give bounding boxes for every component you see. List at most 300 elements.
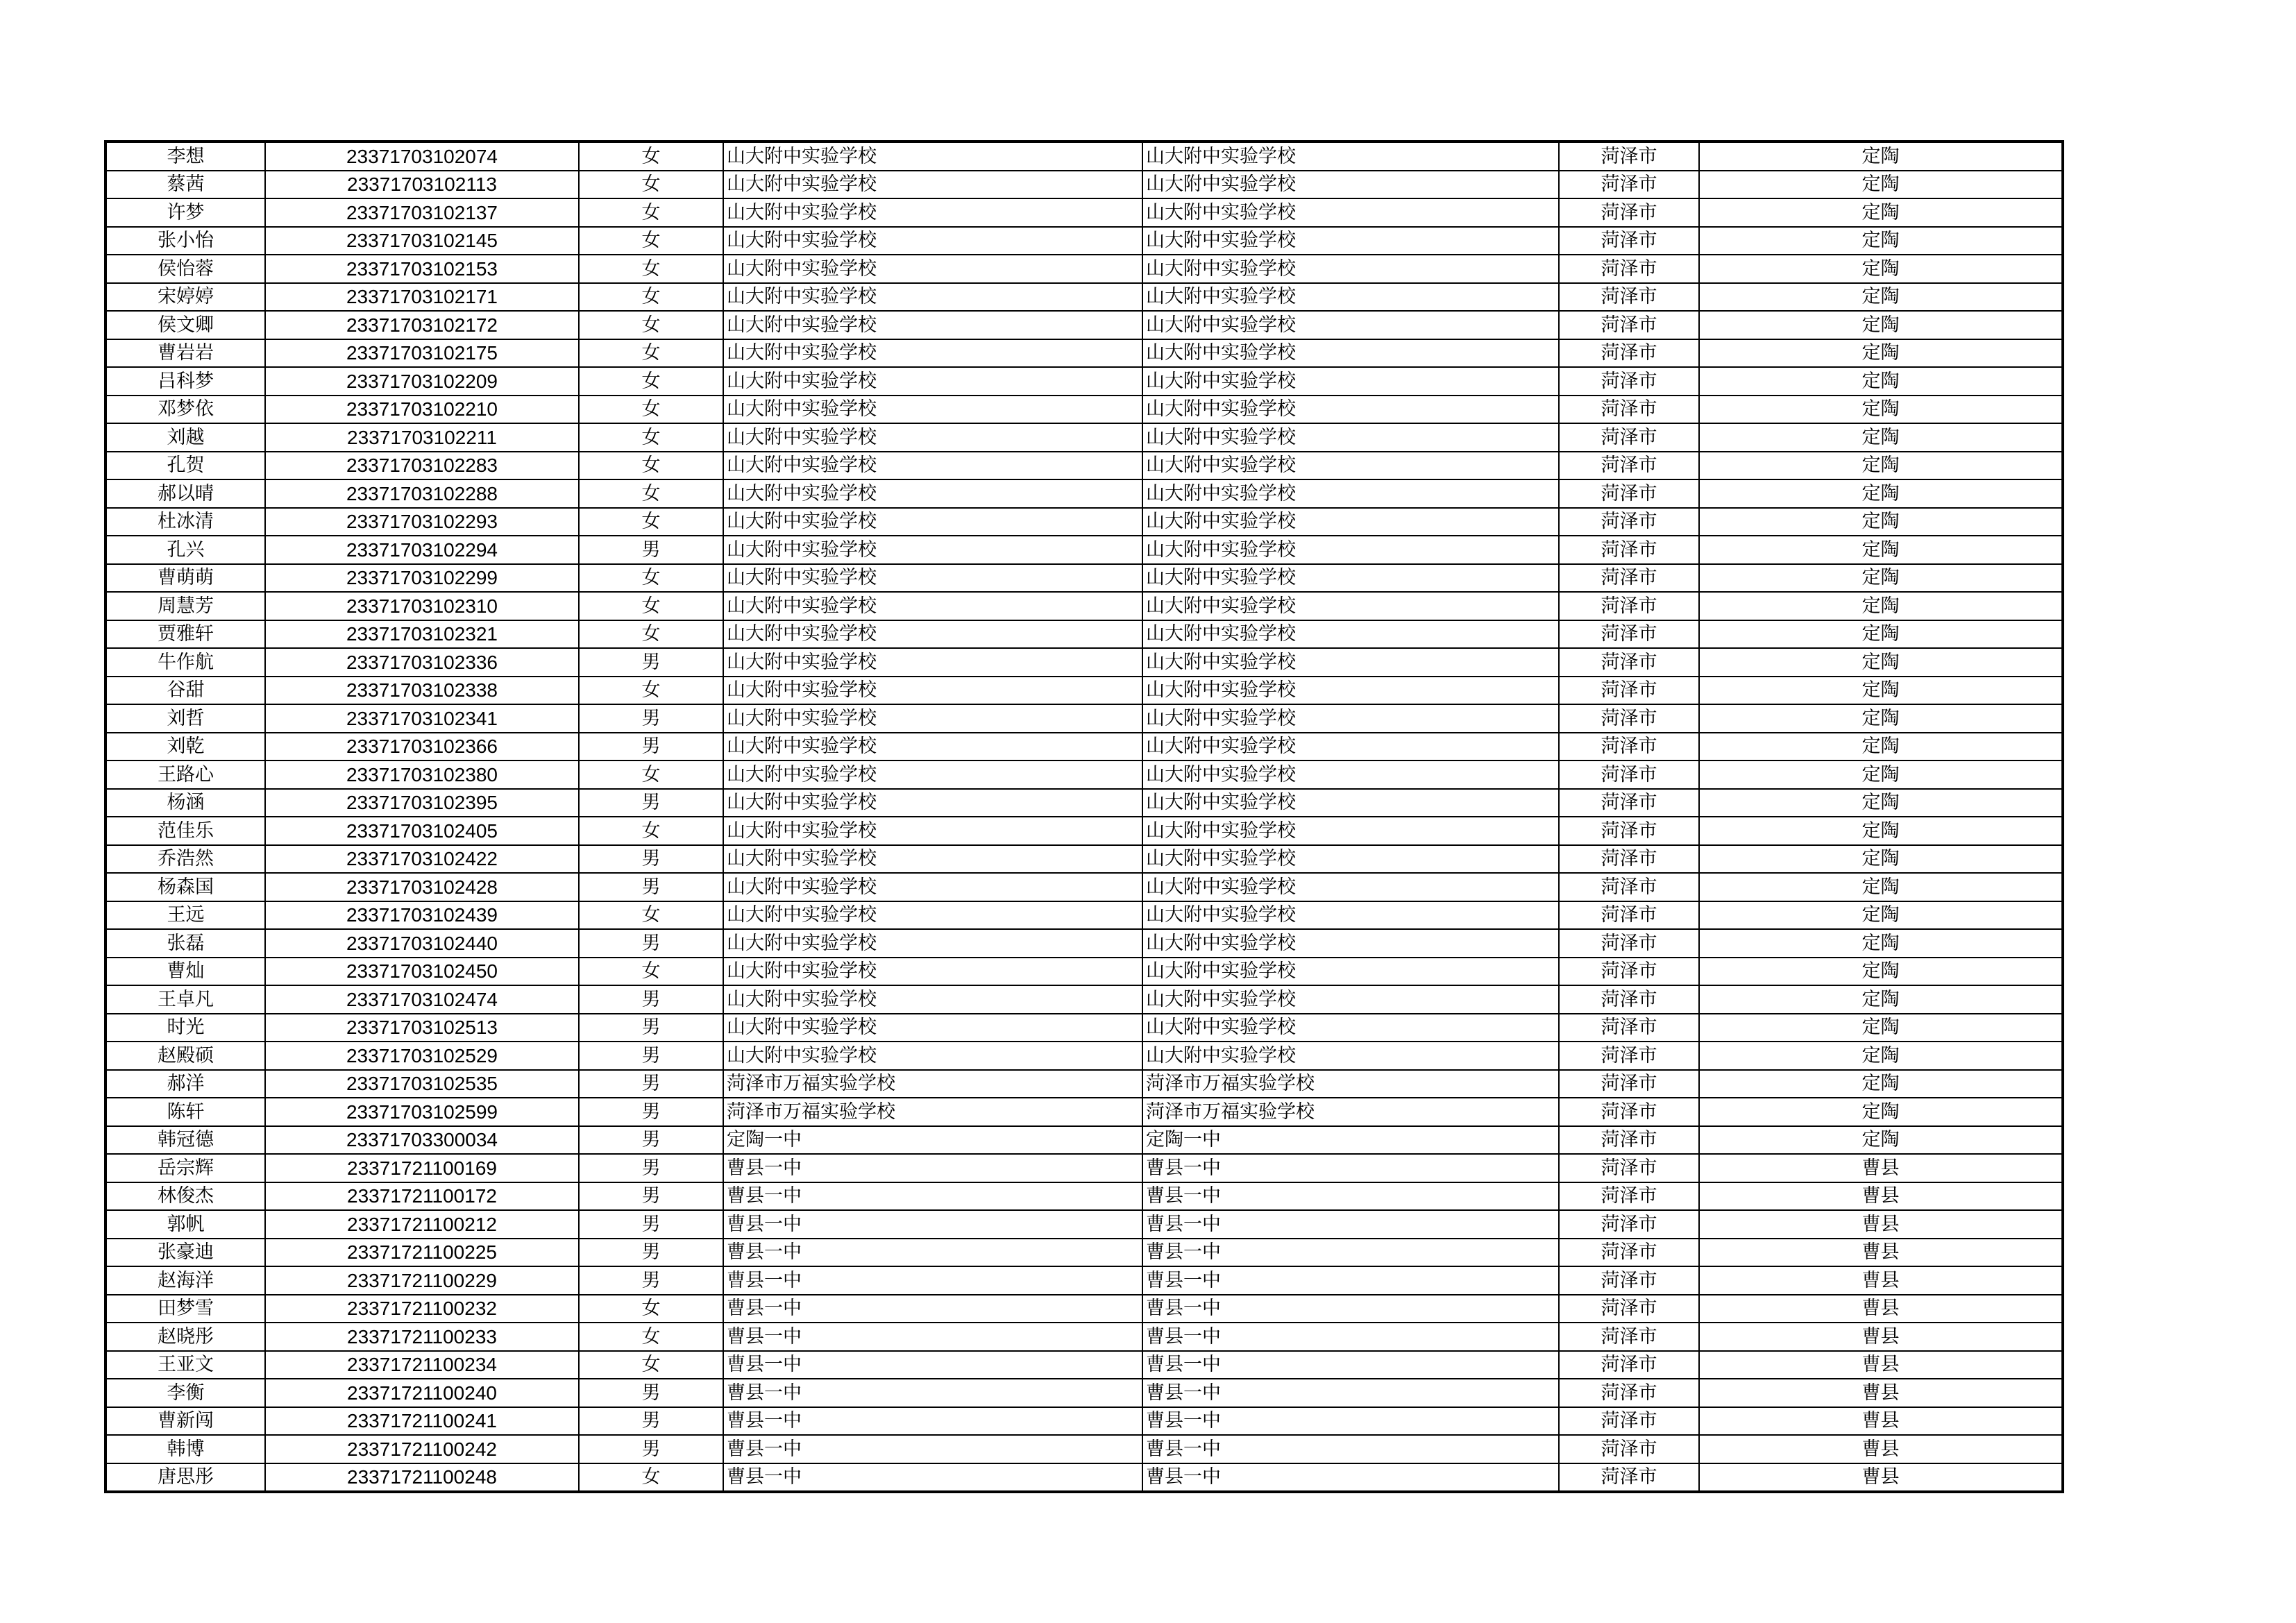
city-cell: 菏泽市 xyxy=(1559,1154,1699,1182)
table-row xyxy=(105,171,2063,199)
school-cell: 菏泽市万福实验学校 xyxy=(723,1070,1142,1098)
city-cell: 菏泽市 xyxy=(1559,1323,1699,1351)
name-cell: 王卓凡 xyxy=(105,985,265,1014)
district-cell: 定陶 xyxy=(1699,1126,2063,1155)
school-cell: 山大附中实验学校 xyxy=(723,227,1142,255)
district-cell: 曹县 xyxy=(1699,1379,2063,1407)
exam-id-cell: 23371703102211 xyxy=(265,423,579,452)
city-cell: 菏泽市 xyxy=(1559,985,1699,1014)
district-cell: 定陶 xyxy=(1699,704,2063,733)
school-cell: 山大附中实验学校 xyxy=(723,423,1142,452)
district-cell: 定陶 xyxy=(1699,929,2063,958)
gender-cell: 男 xyxy=(579,1407,723,1436)
district-cell: 定陶 xyxy=(1699,423,2063,452)
table-row xyxy=(105,396,2063,424)
district-cell: 定陶 xyxy=(1699,873,2063,901)
exam-id-cell: 23371721100248 xyxy=(265,1463,579,1493)
exam-id-cell: 23371703102529 xyxy=(265,1042,579,1070)
city-cell: 菏泽市 xyxy=(1559,311,1699,339)
district-cell: 定陶 xyxy=(1699,958,2063,986)
exam-id-cell: 23371703102338 xyxy=(265,677,579,705)
school-cell: 菏泽市万福实验学校 xyxy=(723,1098,1142,1126)
exam-id-cell: 23371703102440 xyxy=(265,929,579,958)
gender-cell: 女 xyxy=(579,958,723,986)
school-cell: 山大附中实验学校 xyxy=(723,339,1142,368)
school-cell: 山大附中实验学校 xyxy=(723,1014,1142,1042)
city-cell: 菏泽市 xyxy=(1559,227,1699,255)
name-cell: 范佳乐 xyxy=(105,817,265,845)
exam-id-cell: 23371721100234 xyxy=(265,1351,579,1379)
enrolled-school-cell: 山大附中实验学校 xyxy=(1142,873,1559,901)
gender-cell: 女 xyxy=(579,901,723,930)
city-cell: 菏泽市 xyxy=(1559,1435,1699,1463)
exam-id-cell: 23371721100212 xyxy=(265,1210,579,1239)
exam-id-cell: 23371703102172 xyxy=(265,311,579,339)
name-cell: 杜冰清 xyxy=(105,508,265,536)
exam-id-cell: 23371721100241 xyxy=(265,1407,579,1436)
enrolled-school-cell: 山大附中实验学校 xyxy=(1142,592,1559,620)
roster-body xyxy=(105,142,2063,1492)
table-row xyxy=(105,1379,2063,1407)
gender-cell: 女 xyxy=(579,1463,723,1493)
gender-cell: 女 xyxy=(579,620,723,649)
gender-cell: 女 xyxy=(579,142,723,171)
exam-id-cell: 23371721100169 xyxy=(265,1154,579,1182)
name-cell: 杨森国 xyxy=(105,873,265,901)
exam-id-cell: 23371703102210 xyxy=(265,396,579,424)
exam-id-cell: 23371703102288 xyxy=(265,479,579,508)
district-cell: 定陶 xyxy=(1699,508,2063,536)
name-cell: 牛作航 xyxy=(105,648,265,677)
exam-id-cell: 23371703102535 xyxy=(265,1070,579,1098)
exam-id-cell: 23371703102439 xyxy=(265,901,579,930)
school-cell: 山大附中实验学校 xyxy=(723,198,1142,227)
enrolled-school-cell: 曹县一中 xyxy=(1142,1379,1559,1407)
enrolled-school-cell: 山大附中实验学校 xyxy=(1142,648,1559,677)
table-row xyxy=(105,1435,2063,1463)
table-row xyxy=(105,536,2063,564)
city-cell: 菏泽市 xyxy=(1559,929,1699,958)
table-row xyxy=(105,1351,2063,1379)
gender-cell: 男 xyxy=(579,1126,723,1155)
exam-id-cell: 23371703102113 xyxy=(265,171,579,199)
enrolled-school-cell: 山大附中实验学校 xyxy=(1142,479,1559,508)
table-row xyxy=(105,227,2063,255)
table-row xyxy=(105,733,2063,761)
school-cell: 山大附中实验学校 xyxy=(723,873,1142,901)
exam-id-cell: 23371703102474 xyxy=(265,985,579,1014)
table-row xyxy=(105,1295,2063,1323)
table-row xyxy=(105,142,2063,171)
city-cell: 菏泽市 xyxy=(1559,1070,1699,1098)
enrolled-school-cell: 定陶一中 xyxy=(1142,1126,1559,1155)
district-cell: 定陶 xyxy=(1699,367,2063,396)
city-cell: 菏泽市 xyxy=(1559,339,1699,368)
table-row xyxy=(105,1070,2063,1098)
name-cell: 王路心 xyxy=(105,760,265,789)
district-cell: 曹县 xyxy=(1699,1295,2063,1323)
exam-id-cell: 23371703102336 xyxy=(265,648,579,677)
name-cell: 韩博 xyxy=(105,1435,265,1463)
school-cell: 曹县一中 xyxy=(723,1266,1142,1295)
city-cell: 菏泽市 xyxy=(1559,1098,1699,1126)
city-cell: 菏泽市 xyxy=(1559,1266,1699,1295)
district-cell: 定陶 xyxy=(1699,1014,2063,1042)
school-cell: 曹县一中 xyxy=(723,1379,1142,1407)
gender-cell: 男 xyxy=(579,733,723,761)
gender-cell: 男 xyxy=(579,1042,723,1070)
gender-cell: 女 xyxy=(579,1323,723,1351)
district-cell: 定陶 xyxy=(1699,171,2063,199)
district-cell: 曹县 xyxy=(1699,1351,2063,1379)
city-cell: 菏泽市 xyxy=(1559,396,1699,424)
city-cell: 菏泽市 xyxy=(1559,564,1699,593)
gender-cell: 男 xyxy=(579,1070,723,1098)
gender-cell: 女 xyxy=(579,283,723,312)
table-row xyxy=(105,452,2063,480)
gender-cell: 女 xyxy=(579,508,723,536)
enrolled-school-cell: 山大附中实验学校 xyxy=(1142,198,1559,227)
district-cell: 曹县 xyxy=(1699,1266,2063,1295)
city-cell: 菏泽市 xyxy=(1559,845,1699,874)
name-cell: 田梦雪 xyxy=(105,1295,265,1323)
enrolled-school-cell: 菏泽市万福实验学校 xyxy=(1142,1070,1559,1098)
gender-cell: 男 xyxy=(579,1098,723,1126)
name-cell: 刘越 xyxy=(105,423,265,452)
gender-cell: 女 xyxy=(579,423,723,452)
city-cell: 菏泽市 xyxy=(1559,142,1699,171)
enrolled-school-cell: 曹县一中 xyxy=(1142,1295,1559,1323)
name-cell: 陈轩 xyxy=(105,1098,265,1126)
school-cell: 山大附中实验学校 xyxy=(723,817,1142,845)
exam-id-cell: 23371703102366 xyxy=(265,733,579,761)
table-row xyxy=(105,1182,2063,1211)
gender-cell: 女 xyxy=(579,227,723,255)
table-row xyxy=(105,929,2063,958)
enrolled-school-cell: 山大附中实验学校 xyxy=(1142,929,1559,958)
enrolled-school-cell: 山大附中实验学校 xyxy=(1142,508,1559,536)
district-cell: 定陶 xyxy=(1699,985,2063,1014)
enrolled-school-cell: 曹县一中 xyxy=(1142,1407,1559,1436)
school-cell: 曹县一中 xyxy=(723,1323,1142,1351)
school-cell: 山大附中实验学校 xyxy=(723,677,1142,705)
school-cell: 曹县一中 xyxy=(723,1239,1142,1267)
exam-id-cell: 23371703102428 xyxy=(265,873,579,901)
name-cell: 孔兴 xyxy=(105,536,265,564)
city-cell: 菏泽市 xyxy=(1559,648,1699,677)
name-cell: 乔浩然 xyxy=(105,845,265,874)
district-cell: 定陶 xyxy=(1699,198,2063,227)
enrolled-school-cell: 山大附中实验学校 xyxy=(1142,817,1559,845)
gender-cell: 男 xyxy=(579,985,723,1014)
exam-id-cell: 23371703102074 xyxy=(265,142,579,171)
exam-id-cell: 23371703102299 xyxy=(265,564,579,593)
name-cell: 吕科梦 xyxy=(105,367,265,396)
school-cell: 曹县一中 xyxy=(723,1463,1142,1493)
enrolled-school-cell: 曹县一中 xyxy=(1142,1435,1559,1463)
school-cell: 山大附中实验学校 xyxy=(723,508,1142,536)
school-cell: 曹县一中 xyxy=(723,1182,1142,1211)
enrolled-school-cell: 曹县一中 xyxy=(1142,1323,1559,1351)
table-row xyxy=(105,339,2063,368)
school-cell: 山大附中实验学校 xyxy=(723,396,1142,424)
enrolled-school-cell: 山大附中实验学校 xyxy=(1142,677,1559,705)
name-cell: 侯怡蓉 xyxy=(105,255,265,283)
school-cell: 山大附中实验学校 xyxy=(723,452,1142,480)
enrolled-school-cell: 曹县一中 xyxy=(1142,1463,1559,1493)
name-cell: 蔡茜 xyxy=(105,171,265,199)
enrolled-school-cell: 曹县一中 xyxy=(1142,1182,1559,1211)
city-cell: 菏泽市 xyxy=(1559,1239,1699,1267)
table-row xyxy=(105,901,2063,930)
table-row xyxy=(105,311,2063,339)
gender-cell: 女 xyxy=(579,592,723,620)
city-cell: 菏泽市 xyxy=(1559,760,1699,789)
name-cell: 郝洋 xyxy=(105,1070,265,1098)
table-row xyxy=(105,620,2063,649)
school-cell: 山大附中实验学校 xyxy=(723,171,1142,199)
district-cell: 定陶 xyxy=(1699,760,2063,789)
gender-cell: 男 xyxy=(579,1154,723,1182)
gender-cell: 女 xyxy=(579,677,723,705)
name-cell: 曹灿 xyxy=(105,958,265,986)
exam-id-cell: 23371703102145 xyxy=(265,227,579,255)
enrolled-school-cell: 山大附中实验学校 xyxy=(1142,845,1559,874)
table-row xyxy=(105,1042,2063,1070)
name-cell: 曹岩岩 xyxy=(105,339,265,368)
city-cell: 菏泽市 xyxy=(1559,704,1699,733)
city-cell: 菏泽市 xyxy=(1559,958,1699,986)
table-row xyxy=(105,367,2063,396)
school-cell: 山大附中实验学校 xyxy=(723,845,1142,874)
city-cell: 菏泽市 xyxy=(1559,452,1699,480)
table-row xyxy=(105,873,2063,901)
name-cell: 郭帆 xyxy=(105,1210,265,1239)
enrolled-school-cell: 山大附中实验学校 xyxy=(1142,733,1559,761)
exam-id-cell: 23371703102283 xyxy=(265,452,579,480)
name-cell: 周慧芳 xyxy=(105,592,265,620)
name-cell: 贾雅轩 xyxy=(105,620,265,649)
enrolled-school-cell: 山大附中实验学校 xyxy=(1142,255,1559,283)
district-cell: 定陶 xyxy=(1699,789,2063,817)
exam-id-cell: 23371721100225 xyxy=(265,1239,579,1267)
gender-cell: 女 xyxy=(579,255,723,283)
table-row xyxy=(105,845,2063,874)
name-cell: 张小怡 xyxy=(105,227,265,255)
exam-id-cell: 23371703102422 xyxy=(265,845,579,874)
table-row xyxy=(105,789,2063,817)
school-cell: 曹县一中 xyxy=(723,1295,1142,1323)
exam-id-cell: 23371703102513 xyxy=(265,1014,579,1042)
name-cell: 张磊 xyxy=(105,929,265,958)
gender-cell: 女 xyxy=(579,1351,723,1379)
gender-cell: 男 xyxy=(579,873,723,901)
district-cell: 曹县 xyxy=(1699,1435,2063,1463)
enrolled-school-cell: 山大附中实验学校 xyxy=(1142,171,1559,199)
name-cell: 刘乾 xyxy=(105,733,265,761)
table-row xyxy=(105,817,2063,845)
district-cell: 定陶 xyxy=(1699,311,2063,339)
table-row xyxy=(105,1463,2063,1493)
school-cell: 山大附中实验学校 xyxy=(723,760,1142,789)
district-cell: 定陶 xyxy=(1699,733,2063,761)
exam-id-cell: 23371721100232 xyxy=(265,1295,579,1323)
city-cell: 菏泽市 xyxy=(1559,479,1699,508)
district-cell: 曹县 xyxy=(1699,1154,2063,1182)
enrolled-school-cell: 山大附中实验学校 xyxy=(1142,985,1559,1014)
gender-cell: 男 xyxy=(579,1266,723,1295)
name-cell: 赵晓彤 xyxy=(105,1323,265,1351)
school-cell: 山大附中实验学校 xyxy=(723,479,1142,508)
district-cell: 定陶 xyxy=(1699,283,2063,312)
city-cell: 菏泽市 xyxy=(1559,1295,1699,1323)
city-cell: 菏泽市 xyxy=(1559,283,1699,312)
district-cell: 定陶 xyxy=(1699,901,2063,930)
gender-cell: 男 xyxy=(579,536,723,564)
table-row xyxy=(105,592,2063,620)
city-cell: 菏泽市 xyxy=(1559,255,1699,283)
exam-id-cell: 23371703102405 xyxy=(265,817,579,845)
city-cell: 菏泽市 xyxy=(1559,592,1699,620)
gender-cell: 男 xyxy=(579,1210,723,1239)
name-cell: 曹新闯 xyxy=(105,1407,265,1436)
exam-id-cell: 23371703102341 xyxy=(265,704,579,733)
table-row xyxy=(105,648,2063,677)
name-cell: 王亚文 xyxy=(105,1351,265,1379)
city-cell: 菏泽市 xyxy=(1559,367,1699,396)
table-row xyxy=(105,423,2063,452)
name-cell: 杨涵 xyxy=(105,789,265,817)
enrolled-school-cell: 山大附中实验学校 xyxy=(1142,339,1559,368)
district-cell: 定陶 xyxy=(1699,592,2063,620)
gender-cell: 女 xyxy=(579,452,723,480)
exam-id-cell: 23371703102450 xyxy=(265,958,579,986)
exam-id-cell: 23371703102599 xyxy=(265,1098,579,1126)
table-row xyxy=(105,1154,2063,1182)
district-cell: 定陶 xyxy=(1699,227,2063,255)
exam-id-cell: 23371721100172 xyxy=(265,1182,579,1211)
city-cell: 菏泽市 xyxy=(1559,423,1699,452)
school-cell: 山大附中实验学校 xyxy=(723,564,1142,593)
school-cell: 曹县一中 xyxy=(723,1351,1142,1379)
exam-id-cell: 23371703102293 xyxy=(265,508,579,536)
district-cell: 定陶 xyxy=(1699,452,2063,480)
school-cell: 山大附中实验学校 xyxy=(723,985,1142,1014)
table-row xyxy=(105,1407,2063,1436)
school-cell: 定陶一中 xyxy=(723,1126,1142,1155)
name-cell: 李想 xyxy=(105,142,265,171)
city-cell: 菏泽市 xyxy=(1559,1379,1699,1407)
exam-id-cell: 23371721100240 xyxy=(265,1379,579,1407)
district-cell: 定陶 xyxy=(1699,536,2063,564)
enrolled-school-cell: 山大附中实验学校 xyxy=(1142,227,1559,255)
city-cell: 菏泽市 xyxy=(1559,508,1699,536)
exam-id-cell: 23371703102395 xyxy=(265,789,579,817)
enrolled-school-cell: 山大附中实验学校 xyxy=(1142,704,1559,733)
exam-id-cell: 23371703300034 xyxy=(265,1126,579,1155)
gender-cell: 男 xyxy=(579,845,723,874)
table-row xyxy=(105,1239,2063,1267)
district-cell: 曹县 xyxy=(1699,1463,2063,1493)
district-cell: 定陶 xyxy=(1699,339,2063,368)
table-row xyxy=(105,564,2063,593)
enrolled-school-cell: 山大附中实验学校 xyxy=(1142,452,1559,480)
gender-cell: 女 xyxy=(579,339,723,368)
enrolled-school-cell: 山大附中实验学校 xyxy=(1142,1042,1559,1070)
district-cell: 定陶 xyxy=(1699,142,2063,171)
exam-id-cell: 23371703102137 xyxy=(265,198,579,227)
table-row xyxy=(105,1014,2063,1042)
exam-id-cell: 23371721100242 xyxy=(265,1435,579,1463)
gender-cell: 女 xyxy=(579,198,723,227)
enrolled-school-cell: 山大附中实验学校 xyxy=(1142,396,1559,424)
district-cell: 曹县 xyxy=(1699,1323,2063,1351)
enrolled-school-cell: 曹县一中 xyxy=(1142,1154,1559,1182)
district-cell: 曹县 xyxy=(1699,1182,2063,1211)
gender-cell: 男 xyxy=(579,1014,723,1042)
exam-id-cell: 23371703102294 xyxy=(265,536,579,564)
school-cell: 山大附中实验学校 xyxy=(723,648,1142,677)
name-cell: 韩冠德 xyxy=(105,1126,265,1155)
table-row xyxy=(105,677,2063,705)
table-row xyxy=(105,283,2063,312)
enrolled-school-cell: 山大附中实验学校 xyxy=(1142,536,1559,564)
district-cell: 定陶 xyxy=(1699,817,2063,845)
exam-id-cell: 23371703102171 xyxy=(265,283,579,312)
name-cell: 侯文卿 xyxy=(105,311,265,339)
school-cell: 曹县一中 xyxy=(723,1435,1142,1463)
table-row xyxy=(105,958,2063,986)
enrolled-school-cell: 山大附中实验学校 xyxy=(1142,283,1559,312)
enrolled-school-cell: 山大附中实验学校 xyxy=(1142,901,1559,930)
district-cell: 定陶 xyxy=(1699,255,2063,283)
city-cell: 菏泽市 xyxy=(1559,901,1699,930)
district-cell: 曹县 xyxy=(1699,1210,2063,1239)
district-cell: 曹县 xyxy=(1699,1407,2063,1436)
school-cell: 山大附中实验学校 xyxy=(723,789,1142,817)
city-cell: 菏泽市 xyxy=(1559,677,1699,705)
city-cell: 菏泽市 xyxy=(1559,1463,1699,1493)
exam-id-cell: 23371703102380 xyxy=(265,760,579,789)
enrolled-school-cell: 菏泽市万福实验学校 xyxy=(1142,1098,1559,1126)
school-cell: 山大附中实验学校 xyxy=(723,733,1142,761)
exam-id-cell: 23371703102175 xyxy=(265,339,579,368)
enrolled-school-cell: 山大附中实验学校 xyxy=(1142,142,1559,171)
enrolled-school-cell: 曹县一中 xyxy=(1142,1266,1559,1295)
exam-id-cell: 23371703102209 xyxy=(265,367,579,396)
enrolled-school-cell: 山大附中实验学校 xyxy=(1142,958,1559,986)
table-row xyxy=(105,1323,2063,1351)
table-row xyxy=(105,1266,2063,1295)
name-cell: 邓梦依 xyxy=(105,396,265,424)
city-cell: 菏泽市 xyxy=(1559,789,1699,817)
school-cell: 曹县一中 xyxy=(723,1210,1142,1239)
city-cell: 菏泽市 xyxy=(1559,620,1699,649)
city-cell: 菏泽市 xyxy=(1559,1351,1699,1379)
name-cell: 许梦 xyxy=(105,198,265,227)
exam-id-cell: 23371721100233 xyxy=(265,1323,579,1351)
school-cell: 山大附中实验学校 xyxy=(723,142,1142,171)
school-cell: 山大附中实验学校 xyxy=(723,958,1142,986)
enrolled-school-cell: 山大附中实验学校 xyxy=(1142,760,1559,789)
exam-id-cell: 23371703102153 xyxy=(265,255,579,283)
enrolled-school-cell: 山大附中实验学校 xyxy=(1142,423,1559,452)
table-row xyxy=(105,1098,2063,1126)
enrolled-school-cell: 曹县一中 xyxy=(1142,1239,1559,1267)
table-row xyxy=(105,198,2063,227)
table-row xyxy=(105,985,2063,1014)
name-cell: 张豪迪 xyxy=(105,1239,265,1267)
